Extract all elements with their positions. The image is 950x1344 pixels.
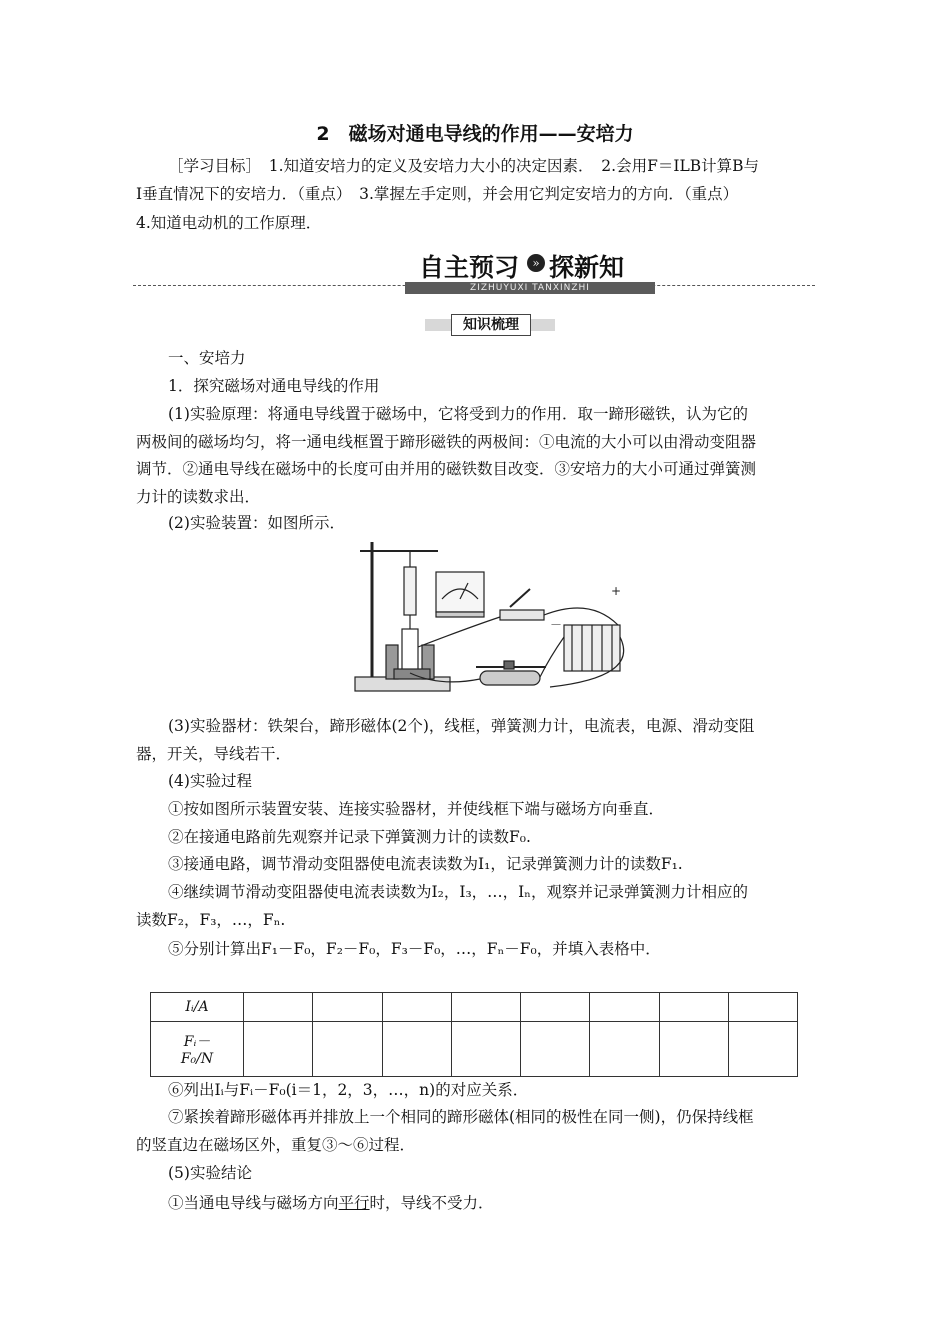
body-line: 器，开关，导线若干． (136, 745, 292, 763)
body-line: 调节．②通电导线在磁场中的长度可由并用的磁铁数目改变．③安培力的大小可通过弹簧测 (136, 460, 757, 478)
body-line: ①按如图所示装置安装、连接实验器材，并使线框下端与磁场方向垂直． (168, 800, 665, 818)
section-banner (405, 248, 655, 282)
conclusion-line (168, 1193, 494, 1213)
banner-title: 自主预习 (419, 253, 520, 282)
body-line: ⑦紧挨着蹄形磁体再并排放上一个相同的蹄形磁体(相同的极性在同一侧)，仍保持线框 (168, 1108, 754, 1126)
body-line: ⑤分别计算出F₁－F₀，F₂－F₀，F₃－F₀，…，Fₙ－F₀，并填入表格中． (168, 940, 661, 958)
table-row (151, 993, 798, 1022)
data-table (150, 992, 798, 1077)
table-header-force-b: F₀/N (180, 1051, 214, 1067)
body-line: ②在接通电路前先观察并记录下弹簧测力计的读数F₀. (168, 828, 531, 846)
heading-anpeili: 一、安培力 (168, 349, 246, 367)
table-header-force (151, 1022, 244, 1077)
objectives-line-3: 4.知道电动机的工作原理． (136, 214, 322, 232)
banner-title-2: 探新知 (549, 253, 625, 282)
objectives-line-2: I垂直情况下的安培力．（重点） 3.掌握左手定则，并会用它判定安培力的方向．（重点） (136, 185, 739, 203)
body-line: 力计的读数求出． (136, 488, 261, 506)
section-box (425, 314, 555, 336)
figure-plus-label: + (611, 584, 622, 598)
body-line: ⑥列出Iᵢ与Fᵢ－F₀(i＝1，2，3，…，n)的对应关系． (168, 1081, 529, 1099)
objectives-line-1: ［学习目标］ 1.知道安培力的定义及安培力大小的决定因素． 2.会用F＝ILB计算B与 (168, 157, 760, 175)
body-line: ③接通电路，调节滑动变阻器使电流表读数为I₁，记录弹簧测力计的读数F₁. (168, 855, 683, 873)
banner-subtitle: ZIZHUYUXI TANXINZHI (405, 282, 655, 294)
body-line: 的竖直边在磁场区外，重复③～⑥过程． (136, 1136, 416, 1154)
body-line: (4)实验过程 (168, 772, 252, 790)
apparatus-figure (350, 537, 640, 697)
body-line: ④继续调节滑动变阻器使电流表读数为I₂，I₃，…，Iₙ，观察并记录弹簧测力计相应的 (168, 883, 749, 901)
body-line: 读数F₂，F₃，…，Fₙ. (136, 911, 286, 929)
page-title: 2 磁场对通电导线的作用——安培力 (316, 123, 634, 145)
body-line: 1．探究磁场对通电导线的作用 (168, 377, 380, 395)
conclusion-post: 时，导线不受力． (369, 1194, 494, 1212)
table-row (151, 1022, 798, 1077)
body-line: (2)实验装置：如图所示． (168, 514, 345, 532)
body-line: 两极间的磁场均匀，将一通电线框置于蹄形磁铁的两极间：①电流的大小可以由滑动变阻器 (136, 433, 757, 451)
banner-arrow-icon: » (527, 254, 545, 272)
figure-minus-label: － (550, 618, 563, 632)
body-line: (1)实验原理：将通电导线置于磁场中，它将受到力的作用．取一蹄形磁铁，认为它的 (168, 405, 748, 423)
body-line: (3)实验器材：铁架台，蹄形磁体(2个)，线框，弹簧测力计，电流表，电源、滑动变阻 (168, 717, 755, 735)
table-header-current: Iᵢ/A (151, 993, 244, 1022)
conclusion-answer: 平行 (338, 1194, 370, 1212)
body-line: (5)实验结论 (168, 1164, 252, 1182)
table-header-force-a: Fᵢ－ (183, 1034, 211, 1050)
section-box-label: 知识梳理 (451, 314, 531, 336)
conclusion-pre: ①当通电导线与磁场方向 (168, 1194, 339, 1212)
